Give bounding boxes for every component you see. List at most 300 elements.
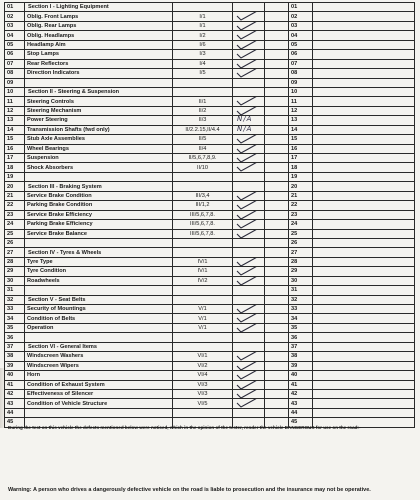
row-number-right: 45 <box>289 418 313 427</box>
defect-notes-cell <box>313 238 415 247</box>
row-number-right: 25 <box>289 229 313 238</box>
checklist-row <box>5 389 415 398</box>
item-description: Tyre Type <box>25 257 173 266</box>
defect-notes-cell <box>313 50 415 59</box>
item-reference: IV/1 <box>173 267 233 276</box>
item-reference <box>173 295 233 304</box>
blank-cell <box>265 40 289 49</box>
item-description: Condition of Belts <box>25 314 173 323</box>
defect-notes-cell <box>313 314 415 323</box>
defect-notes-cell <box>313 163 415 172</box>
item-description: Parking Brake Condition <box>25 201 173 210</box>
warning-text: Warning: A person who drives a dangerously defective vehicle on the road is liable to prosecution and the insurance may not be operative. <box>8 487 371 493</box>
row-number-right: 05 <box>289 40 313 49</box>
row-number-right: 38 <box>289 352 313 361</box>
checklist-row <box>5 352 415 361</box>
item-reference <box>173 78 233 87</box>
checkmark-icon <box>235 40 261 49</box>
defect-notes-cell <box>313 333 415 342</box>
checkmark-icon <box>235 135 261 144</box>
defect-notes-cell <box>313 191 415 200</box>
not-applicable-mark: N/A <box>237 125 253 133</box>
blank-cell <box>265 267 289 276</box>
checkmark-icon <box>235 97 261 106</box>
item-description: Wheel Bearings <box>25 144 173 153</box>
result-mark-cell <box>233 380 265 389</box>
item-description: Oblig. Rear Lamps <box>25 21 173 30</box>
result-mark-cell <box>233 201 265 210</box>
checklist-row <box>5 31 415 40</box>
result-mark-cell <box>233 286 265 295</box>
section-header-row <box>5 248 415 257</box>
row-number-right: 26 <box>289 238 313 247</box>
checklist-row <box>5 380 415 389</box>
result-mark-cell <box>233 314 265 323</box>
defect-notes-cell <box>313 172 415 181</box>
checklist-row <box>5 144 415 153</box>
row-number-right: 11 <box>289 97 313 106</box>
row-number: 19 <box>5 172 25 181</box>
checklist-row <box>5 323 415 332</box>
blank-cell <box>265 182 289 191</box>
item-reference <box>173 408 233 417</box>
blank-cell <box>265 210 289 219</box>
item-description: Windscreen Wipers <box>25 361 173 370</box>
checklist-row <box>5 371 415 380</box>
row-number: 25 <box>5 229 25 238</box>
row-number: 15 <box>5 135 25 144</box>
row-number: 28 <box>5 257 25 266</box>
result-mark-cell <box>233 59 265 68</box>
checklist-row <box>5 229 415 238</box>
item-reference: VI/2 <box>173 361 233 370</box>
item-reference <box>173 238 233 247</box>
defect-notes-cell <box>313 295 415 304</box>
row-number: 08 <box>5 69 25 78</box>
row-number-right: 01 <box>289 3 313 12</box>
blank-cell <box>265 59 289 68</box>
checkmark-icon <box>235 144 261 153</box>
row-number-right: 15 <box>289 135 313 144</box>
defect-notes-cell <box>313 69 415 78</box>
row-number: 10 <box>5 87 25 96</box>
row-number-right: 36 <box>289 333 313 342</box>
defect-notes-cell <box>313 116 415 125</box>
checkmark-icon <box>235 220 261 229</box>
blank-cell <box>265 305 289 314</box>
blank-cell <box>265 389 289 398</box>
blank-cell <box>265 276 289 285</box>
item-description: Windscreen Washers <box>25 352 173 361</box>
row-number-right: 07 <box>289 59 313 68</box>
item-reference: I/1 <box>173 12 233 21</box>
checkmark-icon <box>235 399 261 408</box>
blank-cell <box>265 21 289 30</box>
defect-notes-cell <box>313 248 415 257</box>
result-mark-cell <box>233 97 265 106</box>
row-number-right: 16 <box>289 144 313 153</box>
result-mark-cell <box>233 295 265 304</box>
checklist-row <box>5 163 415 172</box>
checkmark-icon <box>235 210 261 219</box>
row-number: 01 <box>5 3 25 12</box>
checkmark-icon <box>235 361 261 370</box>
defect-notes-cell <box>313 40 415 49</box>
row-number: 11 <box>5 97 25 106</box>
row-number-right: 12 <box>289 106 313 115</box>
blank-cell <box>265 191 289 200</box>
result-mark-cell <box>233 305 265 314</box>
item-reference <box>173 182 233 191</box>
item-description: Oblig. Front Lamps <box>25 12 173 21</box>
item-description: Power Steering <box>25 116 173 125</box>
defect-notes-cell <box>313 257 415 266</box>
blank-cell <box>265 238 289 247</box>
item-reference: VI/4 <box>173 371 233 380</box>
row-number-right: 42 <box>289 389 313 398</box>
row-number: 18 <box>5 163 25 172</box>
item-reference: I/6 <box>173 40 233 49</box>
row-number-right: 23 <box>289 210 313 219</box>
row-number-right: 21 <box>289 191 313 200</box>
defect-notes-cell <box>313 78 415 87</box>
item-description: Steering Mechanism <box>25 106 173 115</box>
result-mark-cell <box>233 50 265 59</box>
item-reference: II/3 <box>173 116 233 125</box>
row-number-right: 32 <box>289 295 313 304</box>
item-description: Service Brake Condition <box>25 191 173 200</box>
item-reference: V/1 <box>173 305 233 314</box>
result-mark-cell <box>233 333 265 342</box>
section-title: Section III - Braking System <box>25 182 173 191</box>
row-number: 29 <box>5 267 25 276</box>
blank-cell <box>265 172 289 181</box>
section-title: Section II - Steering & Suspension <box>25 87 173 96</box>
checklist-row <box>5 125 415 134</box>
row-number: 30 <box>5 276 25 285</box>
row-number: 24 <box>5 220 25 229</box>
item-reference <box>173 248 233 257</box>
item-reference <box>173 333 233 342</box>
row-number-right: 28 <box>289 257 313 266</box>
defect-notes-cell <box>313 399 415 408</box>
row-number-right: 44 <box>289 408 313 417</box>
not-applicable-mark: N/A <box>237 115 253 124</box>
defect-notes-cell <box>313 305 415 314</box>
row-number: 39 <box>5 361 25 370</box>
checkmark-icon <box>235 59 261 68</box>
row-number-right: 37 <box>289 342 313 351</box>
row-number-right: 20 <box>289 182 313 191</box>
item-reference <box>173 286 233 295</box>
checklist-row <box>5 69 415 78</box>
checkmark-icon <box>235 154 261 163</box>
row-number-right: 35 <box>289 323 313 332</box>
row-number: 38 <box>5 352 25 361</box>
checkmark-icon <box>235 50 261 59</box>
result-mark-cell <box>233 323 265 332</box>
checkmark-icon <box>235 323 261 332</box>
item-reference <box>173 342 233 351</box>
item-description: Rear Reflectors <box>25 59 173 68</box>
row-number-right: 43 <box>289 399 313 408</box>
result-mark-cell <box>233 361 265 370</box>
result-mark-cell <box>233 248 265 257</box>
result-mark-cell <box>233 267 265 276</box>
checklist-row <box>5 172 415 181</box>
defect-notes-cell <box>313 389 415 398</box>
blank-cell <box>265 201 289 210</box>
row-number: 12 <box>5 106 25 115</box>
blank-cell <box>265 31 289 40</box>
result-mark-cell <box>233 257 265 266</box>
checkmark-icon <box>235 314 261 323</box>
blank-cell <box>265 248 289 257</box>
row-number: 23 <box>5 210 25 219</box>
result-mark-cell <box>233 40 265 49</box>
blank-cell <box>265 12 289 21</box>
item-reference: II/5 <box>173 135 233 144</box>
blank-cell <box>265 333 289 342</box>
defect-notes-cell <box>313 125 415 134</box>
defect-notes-cell <box>313 267 415 276</box>
defect-notes-cell <box>313 361 415 370</box>
checkmark-icon <box>235 191 261 200</box>
row-number: 42 <box>5 389 25 398</box>
blank-cell <box>265 163 289 172</box>
checkmark-icon <box>235 12 261 21</box>
result-mark-cell <box>233 12 265 21</box>
blank-cell <box>265 116 289 125</box>
row-number: 26 <box>5 238 25 247</box>
item-reference: II/2 <box>173 106 233 115</box>
item-reference: IV/1 <box>173 257 233 266</box>
item-reference: III/5,6,7,8. <box>173 210 233 219</box>
item-reference <box>173 172 233 181</box>
defect-notes-cell <box>313 201 415 210</box>
item-reference: V/1 <box>173 323 233 332</box>
item-description: Tyre Condition <box>25 267 173 276</box>
checklist-row <box>5 286 415 295</box>
row-number: 44 <box>5 408 25 417</box>
item-description: Oblig. Headlamps <box>25 31 173 40</box>
defect-notes-cell <box>313 182 415 191</box>
result-mark-cell <box>233 3 265 12</box>
checklist-row <box>5 50 415 59</box>
row-number: 05 <box>5 40 25 49</box>
blank-cell <box>265 69 289 78</box>
defect-notes-cell <box>313 31 415 40</box>
row-number-right: 14 <box>289 125 313 134</box>
blank-cell <box>265 352 289 361</box>
row-number-right: 08 <box>289 69 313 78</box>
checklist-row <box>5 257 415 266</box>
item-reference: II/4 <box>173 144 233 153</box>
blank-cell <box>265 257 289 266</box>
item-reference: VI/5 <box>173 399 233 408</box>
result-mark-cell <box>233 78 265 87</box>
item-reference: III/1,2 <box>173 201 233 210</box>
result-mark-cell <box>233 229 265 238</box>
result-mark-cell <box>233 342 265 351</box>
checkmark-icon <box>235 69 261 78</box>
item-description: Shock Absorbers <box>25 163 173 172</box>
result-mark-cell <box>233 106 265 115</box>
result-mark-cell <box>233 69 265 78</box>
result-mark-cell <box>233 210 265 219</box>
checkmark-icon <box>235 106 261 115</box>
defect-notes-cell <box>313 352 415 361</box>
checklist-row <box>5 12 415 21</box>
row-number: 22 <box>5 201 25 210</box>
row-number: 37 <box>5 342 25 351</box>
item-description <box>25 78 173 87</box>
blank-cell <box>265 323 289 332</box>
checkmark-icon <box>235 257 261 266</box>
item-description <box>25 333 173 342</box>
checklist-row <box>5 220 415 229</box>
item-reference: II/5,6,7,8,9. <box>173 154 233 163</box>
checklist-row <box>5 399 415 408</box>
row-number: 16 <box>5 144 25 153</box>
item-reference: I/4 <box>173 59 233 68</box>
result-mark-cell <box>233 87 265 96</box>
row-number-right: 06 <box>289 50 313 59</box>
item-description: Condition of Vehicle Structure <box>25 399 173 408</box>
row-number: 17 <box>5 154 25 163</box>
checkmark-icon <box>235 201 261 210</box>
blank-cell <box>265 220 289 229</box>
defect-notes-cell <box>313 229 415 238</box>
section-title: Section VI - General Items <box>25 342 173 351</box>
checklist-row <box>5 267 415 276</box>
row-number-right: 22 <box>289 201 313 210</box>
item-reference: II/10 <box>173 163 233 172</box>
item-reference <box>173 87 233 96</box>
row-number: 36 <box>5 333 25 342</box>
item-description <box>25 172 173 181</box>
row-number: 45 <box>5 418 25 427</box>
defect-notes-cell <box>313 210 415 219</box>
defect-notes-cell <box>313 12 415 21</box>
checklist-row <box>5 333 415 342</box>
blank-cell <box>265 399 289 408</box>
row-number-right: 34 <box>289 314 313 323</box>
checkmark-icon <box>235 21 261 30</box>
checkmark-icon <box>235 276 261 285</box>
defect-notes-cell <box>313 3 415 12</box>
section-title: Section I - Lighting Equipment <box>25 3 173 12</box>
row-number: 33 <box>5 305 25 314</box>
item-reference: I/2 <box>173 31 233 40</box>
checklist-row <box>5 97 415 106</box>
blank-cell <box>265 135 289 144</box>
checkmark-icon <box>235 267 261 276</box>
row-number: 06 <box>5 50 25 59</box>
checklist-row <box>5 59 415 68</box>
checklist-row <box>5 361 415 370</box>
row-number: 21 <box>5 191 25 200</box>
defect-notes-cell <box>313 371 415 380</box>
blank-cell <box>265 342 289 351</box>
row-number-right: 17 <box>289 154 313 163</box>
row-number: 40 <box>5 371 25 380</box>
blank-cell <box>265 87 289 96</box>
checklist-row <box>5 408 415 417</box>
result-mark-cell <box>233 21 265 30</box>
result-mark-cell <box>233 191 265 200</box>
item-description: Stub Axle Assemblies <box>25 135 173 144</box>
blank-cell <box>265 295 289 304</box>
row-number: 35 <box>5 323 25 332</box>
row-number: 34 <box>5 314 25 323</box>
defect-notes-cell <box>313 286 415 295</box>
checkmark-icon <box>235 352 261 361</box>
checklist-row <box>5 191 415 200</box>
defect-notes-cell <box>313 87 415 96</box>
item-description <box>25 238 173 247</box>
item-description: Service Brake Balance <box>25 229 173 238</box>
checklist-row <box>5 276 415 285</box>
item-reference: I/5 <box>173 69 233 78</box>
blank-cell <box>265 154 289 163</box>
row-number: 31 <box>5 286 25 295</box>
defect-notes-cell <box>313 144 415 153</box>
blank-cell <box>265 229 289 238</box>
result-mark-cell <box>233 144 265 153</box>
item-description: Security of Mountings <box>25 305 173 314</box>
result-mark-cell <box>233 31 265 40</box>
checklist-row <box>5 201 415 210</box>
item-reference: II/2.2.15,II/4.4 <box>173 125 233 134</box>
row-number: 07 <box>5 59 25 68</box>
checklist-row <box>5 314 415 323</box>
result-mark-cell <box>233 116 265 125</box>
item-reference: II/1 <box>173 97 233 106</box>
item-description: Headlamp Aim <box>25 40 173 49</box>
row-number: 13 <box>5 116 25 125</box>
section-title: Section IV - Tyres & Wheels <box>25 248 173 257</box>
checkmark-icon <box>235 389 261 398</box>
row-number-right: 33 <box>289 305 313 314</box>
checkmark-icon <box>235 163 261 172</box>
row-number-right: 29 <box>289 267 313 276</box>
blank-cell <box>265 380 289 389</box>
row-number-right: 40 <box>289 371 313 380</box>
checklist-row <box>5 210 415 219</box>
defect-notes-cell <box>313 135 415 144</box>
item-reference: I/1 <box>173 21 233 30</box>
item-description: Parking Brake Efficiency <box>25 220 173 229</box>
defect-notes-cell <box>313 380 415 389</box>
blank-cell <box>265 286 289 295</box>
item-description: Horn <box>25 371 173 380</box>
item-description: Condition of Exhaust System <box>25 380 173 389</box>
checkmark-icon <box>235 31 261 40</box>
row-number: 03 <box>5 21 25 30</box>
item-reference: III/3,4 <box>173 191 233 200</box>
row-number-right: 27 <box>289 248 313 257</box>
defect-notes-cell <box>313 97 415 106</box>
result-mark-cell <box>233 135 265 144</box>
checklist-row <box>5 40 415 49</box>
row-number-right: 04 <box>289 31 313 40</box>
checkmark-icon <box>235 229 261 238</box>
defect-notes-cell <box>313 106 415 115</box>
section-title: Section V - Seat Belts <box>25 295 173 304</box>
row-number: 14 <box>5 125 25 134</box>
item-description: Transmission Shafts (fwd only) <box>25 125 173 134</box>
